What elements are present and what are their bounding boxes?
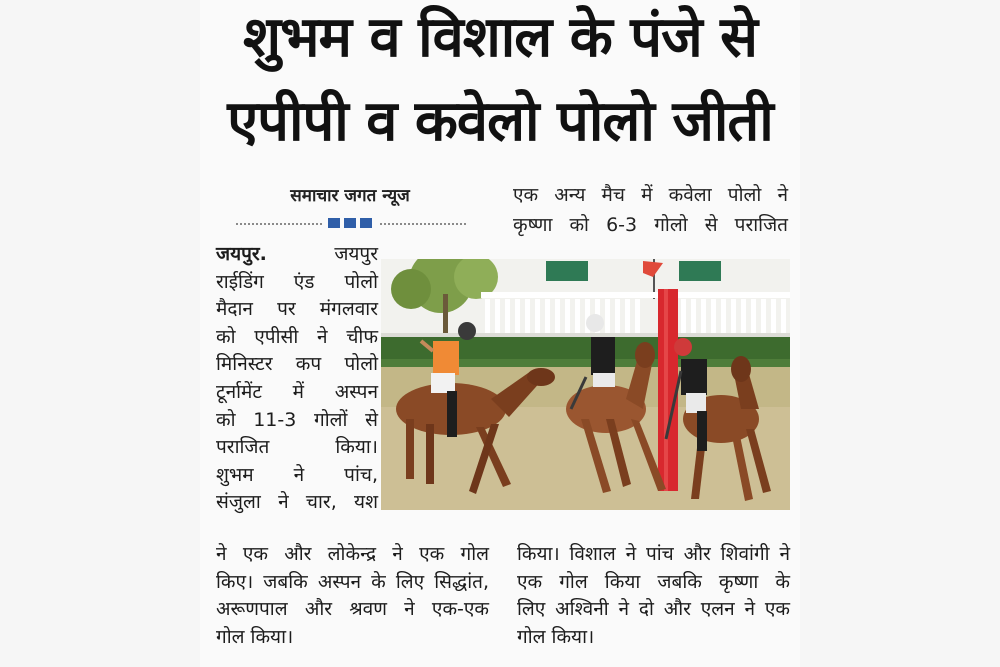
article-line: को 11-3 गोलों से xyxy=(216,408,378,431)
article-line: संजुला ने चार, यश xyxy=(216,491,378,514)
article-line: मिनिस्टर कप पोलो xyxy=(216,353,378,376)
article-line: लिए अश्विनी ने दो और एलन ने एक xyxy=(517,598,790,621)
article-line: पराजित किया। xyxy=(216,436,378,459)
subheadline xyxy=(513,180,788,240)
article-line: अरूणपाल और श्रवण ने एक-एक xyxy=(216,598,489,621)
article-line: किए। जबकि अस्पन के लिए सिद्धांत, xyxy=(216,570,489,593)
headline-line-1: शुभम व विशाल के पंजे से xyxy=(243,5,757,70)
headline-line-2: एपीपी व कवेलो पोलो जीती xyxy=(227,89,773,154)
polo-match-photo xyxy=(381,259,790,510)
article-line: गोल किया। xyxy=(216,625,294,648)
dateline: जयपुर. xyxy=(216,243,267,265)
subheadline-line: एक अन्य मैच में कवेला पोलो ने xyxy=(513,184,788,206)
article-line: किया। विशाल ने पांच और शिवांगी ने xyxy=(517,543,790,565)
article-line: मैदान पर मंगलवार xyxy=(216,298,378,321)
byline-squares-ornament xyxy=(328,218,372,228)
article-text: जयपुर xyxy=(334,243,378,265)
article-column-right xyxy=(517,541,790,651)
article-line: राईडिंग एंड पोलो xyxy=(216,270,378,293)
article-line: को एपीसी ने चीफ xyxy=(216,325,378,348)
article-line: शुभम ने पांच, xyxy=(216,463,378,486)
article-column-left xyxy=(216,241,378,517)
article-line: गोल किया। xyxy=(517,625,595,648)
article-column-left-continued xyxy=(216,541,489,651)
article-line xyxy=(216,241,378,269)
byline: समाचार जगत न्यूज xyxy=(290,186,410,206)
article-line: एक गोल किया जबकि कृष्णा के xyxy=(517,570,790,593)
byline-divider-right xyxy=(380,223,466,225)
byline-divider-left xyxy=(236,223,322,225)
article-line: टूर्नामेंट में अस्पन xyxy=(216,380,378,403)
subheadline-line: कृष्णा को 6-3 गोलो से पराजित xyxy=(513,214,788,236)
article-line: ने एक और लोकेन्द्र ने एक गोल xyxy=(216,543,489,565)
